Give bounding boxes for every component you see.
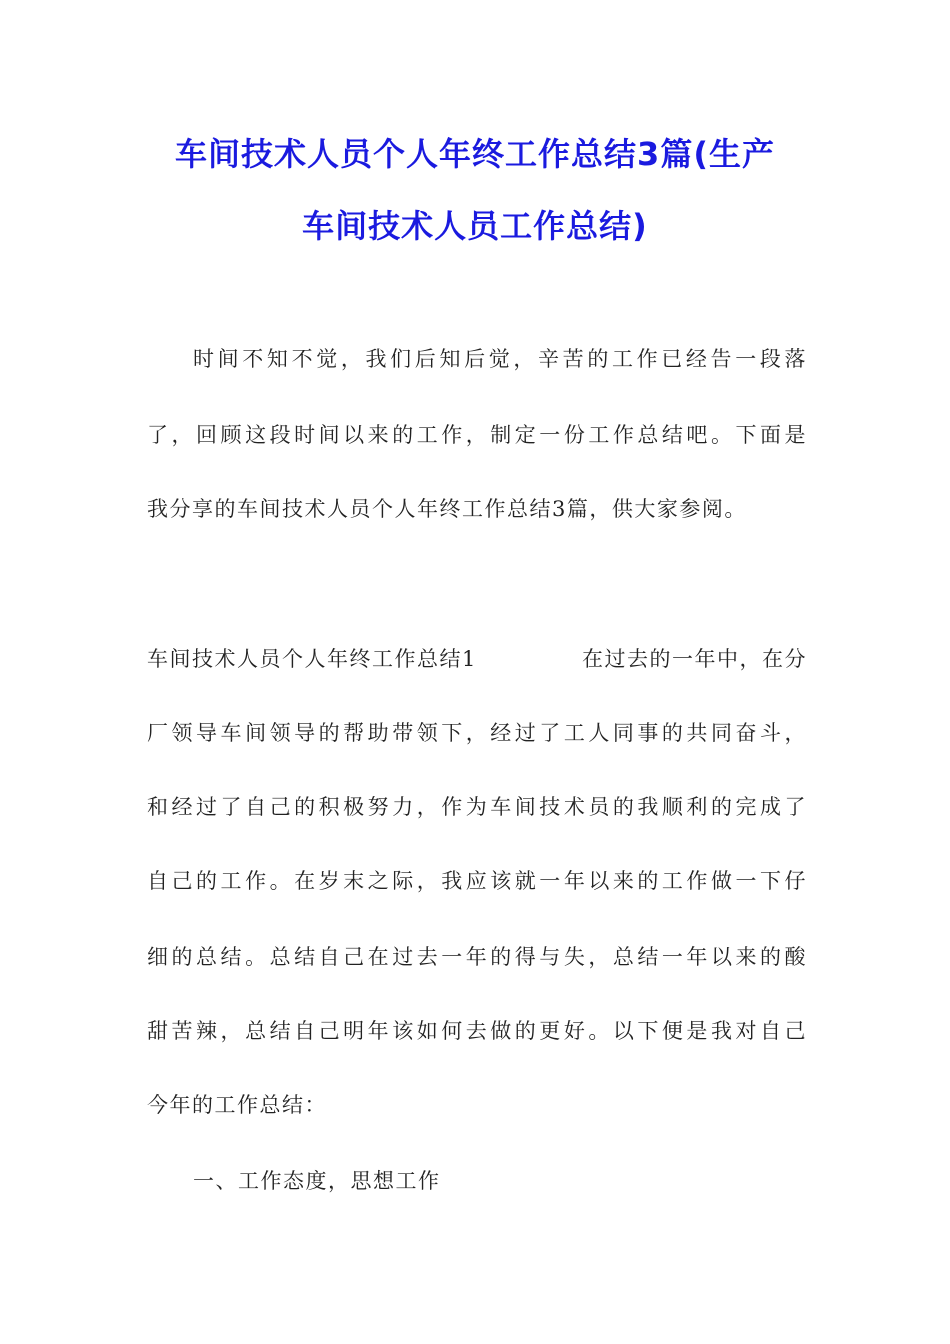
document-title-line-2: 车间技术人员工作总结) <box>302 207 648 245</box>
section1-body-line-2: 和经过了自己的积极努力，作为车间技术员的我顺利的完成了 <box>147 795 807 819</box>
intro-line-1: 时间不知不觉，我们后知后觉，辛苦的工作已经告一段落 <box>193 347 807 371</box>
section1-body-line-4: 细的总结。总结自己在过去一年的得与失，总结一年以来的酸 <box>147 945 807 969</box>
section1-body-line-3: 自己的工作。在岁末之际，我应该就一年以来的工作做一下仔 <box>147 869 807 893</box>
intro-line-2: 了，回顾这段时间以来的工作，制定一份工作总结吧。下面是 <box>147 423 807 447</box>
section1-lead-text: 在过去的一年中，在分 <box>582 647 807 671</box>
section1-body-line-1: 厂领导车间领导的帮助带领下，经过了工人同事的共同奋斗， <box>147 721 807 745</box>
section1-body-line-6: 今年的工作总结： <box>147 1093 327 1117</box>
section1-first-line <box>147 644 807 674</box>
section1-heading: 车间技术人员个人年终工作总结1 <box>147 647 477 671</box>
subheading-attitude: 一、工作态度，思想工作 <box>193 1169 441 1193</box>
section1-body-line-5: 甜苦辣，总结自己明年该如何去做的更好。以下便是我对自己 <box>147 1019 807 1043</box>
document-title-line-1: 车间技术人员个人年终工作总结3篇(生产 <box>175 135 775 173</box>
intro-line-3: 我分享的车间技术人员个人年终工作总结3篇，供大家参阅。 <box>147 497 747 521</box>
